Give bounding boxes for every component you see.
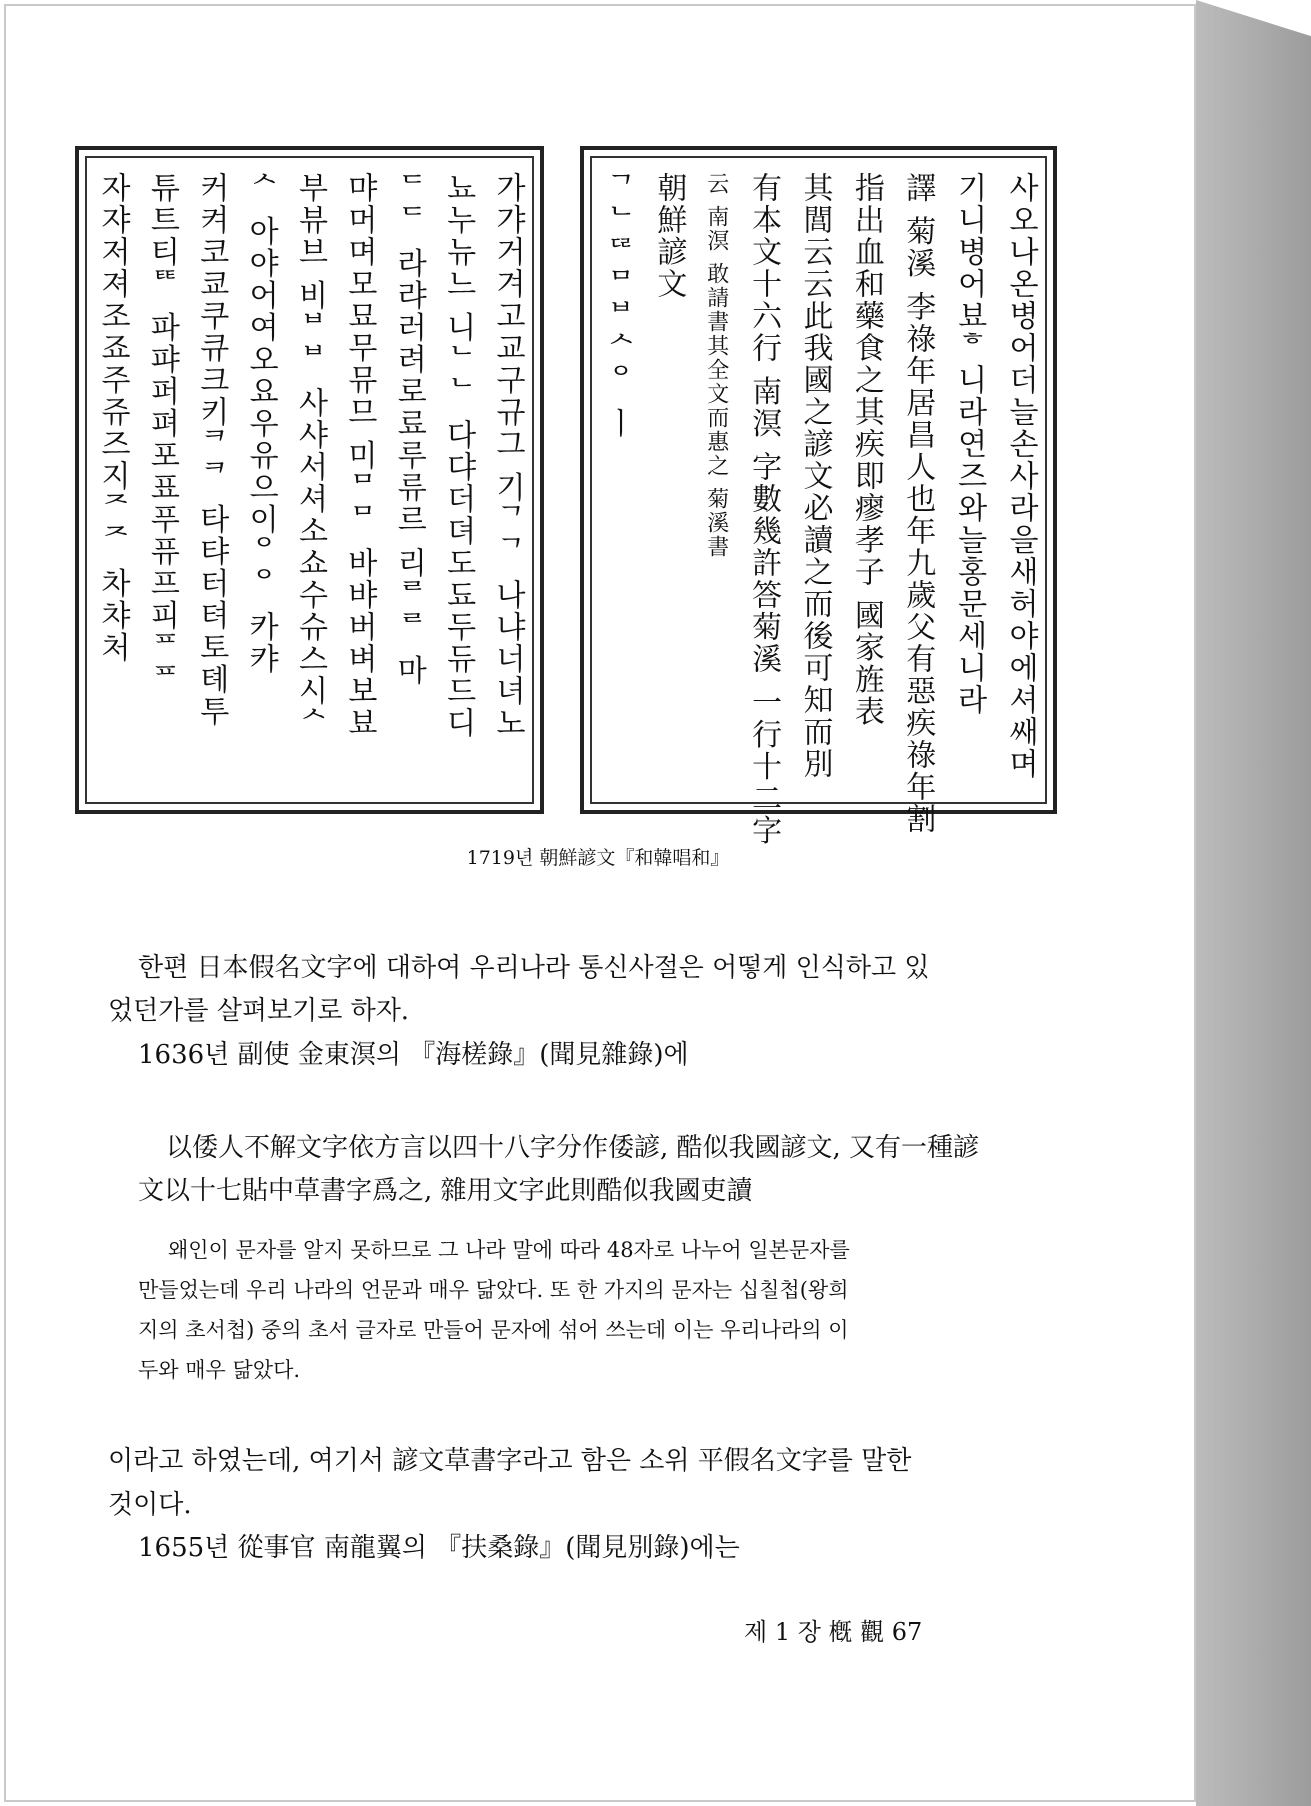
- paragraph-line: 이라고 하였는데, 여기서 諺文草書字라고 함은 소위 平假名文字를 말한: [108, 1446, 912, 1476]
- plate-column: 자쟈저져조죠주쥬즈지ᄌᄌ 차챠처: [95, 172, 130, 664]
- paragraph-line: 1636년 副使 金東溟의 『海槎錄』(聞見雜錄)에: [138, 1040, 689, 1070]
- plate-column: 朝鮮諺文: [651, 172, 687, 300]
- plate-column: 먀머며모묘무뮤므 미ᄆᄆ 바뱌버벼보뵤: [341, 172, 377, 740]
- translation-line: 왜인이 문자를 알지 못하므로 그 나라 말에 따라 48자로 나누어 일본문자를: [168, 1238, 850, 1262]
- paragraph-line: 것이다.: [108, 1490, 192, 1520]
- plate-column: 부뷰브 비ᄇᄇ 사샤서셔소쇼수슈스시ᄉ: [292, 172, 328, 740]
- plate-column: 가갸거겨고교구규그 기ᄀᄀ 나냐너녀노: [490, 172, 525, 740]
- plate-column: 뇨누뉴느 니ᄂᄂ 다댜더뎌도됴두듀드디: [440, 172, 476, 740]
- plate-column: ᄀᄂᄃᄅᄆᄇᄉᄋ ㅣ: [600, 172, 635, 440]
- plate-column: 有本文十六行 南溟 字數幾許答菊溪 一行十二字: [746, 172, 782, 847]
- plate-column: 튜트티ᄐᄐ 파퍄퍼펴포표푸퓨프피ᄑᄑ: [144, 172, 180, 696]
- plate-columns: [600, 172, 1038, 847]
- quote-line: 文以十七貼中草書字爲之, 雜用文字此則酷似我國吏讀: [138, 1176, 753, 1206]
- quote-line: 以倭人不解文字依方言以四十八字分作倭諺, 酷似我國諺文, 又有一種諺: [166, 1133, 980, 1163]
- plate-inner-frame: [590, 156, 1047, 847]
- translation-line: 지의 초서첩) 중의 초서 글자로 만들어 문자에 섞어 쓰는데 이는 우리나라의 이: [138, 1318, 849, 1342]
- plate-inner-frame: [85, 156, 534, 804]
- plate-column: 云 南溟 敢請書其全文而惠之 菊溪書: [703, 172, 729, 559]
- paragraph-line: 한편 日本假名文字에 대하여 우리나라 통신사절은 어떻게 인식하고 있: [138, 953, 930, 983]
- paragraph-line: 1655년 從事官 南龍翼의 『扶桑錄』(聞見別錄)에는: [138, 1533, 740, 1563]
- plate-column: 커켜코쿄쿠큐크키ᄏᄏ 타탸터텨토톄투: [193, 172, 229, 728]
- paragraph-line: 었던가를 살펴보기로 하자.: [108, 996, 410, 1026]
- book-edge: [1196, 0, 1311, 1806]
- plate-column: ᄉ 아야어여오요우유으이ᄋᄋ 카캬: [243, 172, 279, 676]
- plate-column: 사오나온병어더늘손사라을새허야에셔쌔며: [1003, 172, 1038, 780]
- figure-caption: 1719년 朝鮮諺文『和韓唱和』: [466, 847, 730, 869]
- translation-line: 두와 매우 닮았다.: [138, 1358, 301, 1382]
- plate-column: ᄃᄃ 라랴러려로료루류르 리ᄅᄅ 마: [391, 172, 427, 687]
- plate-text-page: [580, 146, 1057, 847]
- page-footer: 제 1 장 槪 觀 67: [744, 1618, 923, 1646]
- plate-column: 其閭云云此我國之諺文必讀之而後可知而別: [797, 172, 833, 780]
- plate-syllable-table: [75, 146, 544, 814]
- plate-column: 指出血和藥食之其疾即瘳孝子 國家旌表: [848, 172, 884, 728]
- translation-line: 만들었는데 우리 나라의 언문과 매우 닮았다. 또 한 가지의 문자는 십칠첩(왕희: [138, 1278, 849, 1302]
- plate-column: 譯 菊溪 李祿年居昌人也年九歲父有惡疾祿年割: [900, 172, 936, 836]
- plate-column: 기니병어뵤ᄒ니라연즈와늘홍문세니라: [951, 172, 987, 716]
- plate-columns: [95, 172, 525, 788]
